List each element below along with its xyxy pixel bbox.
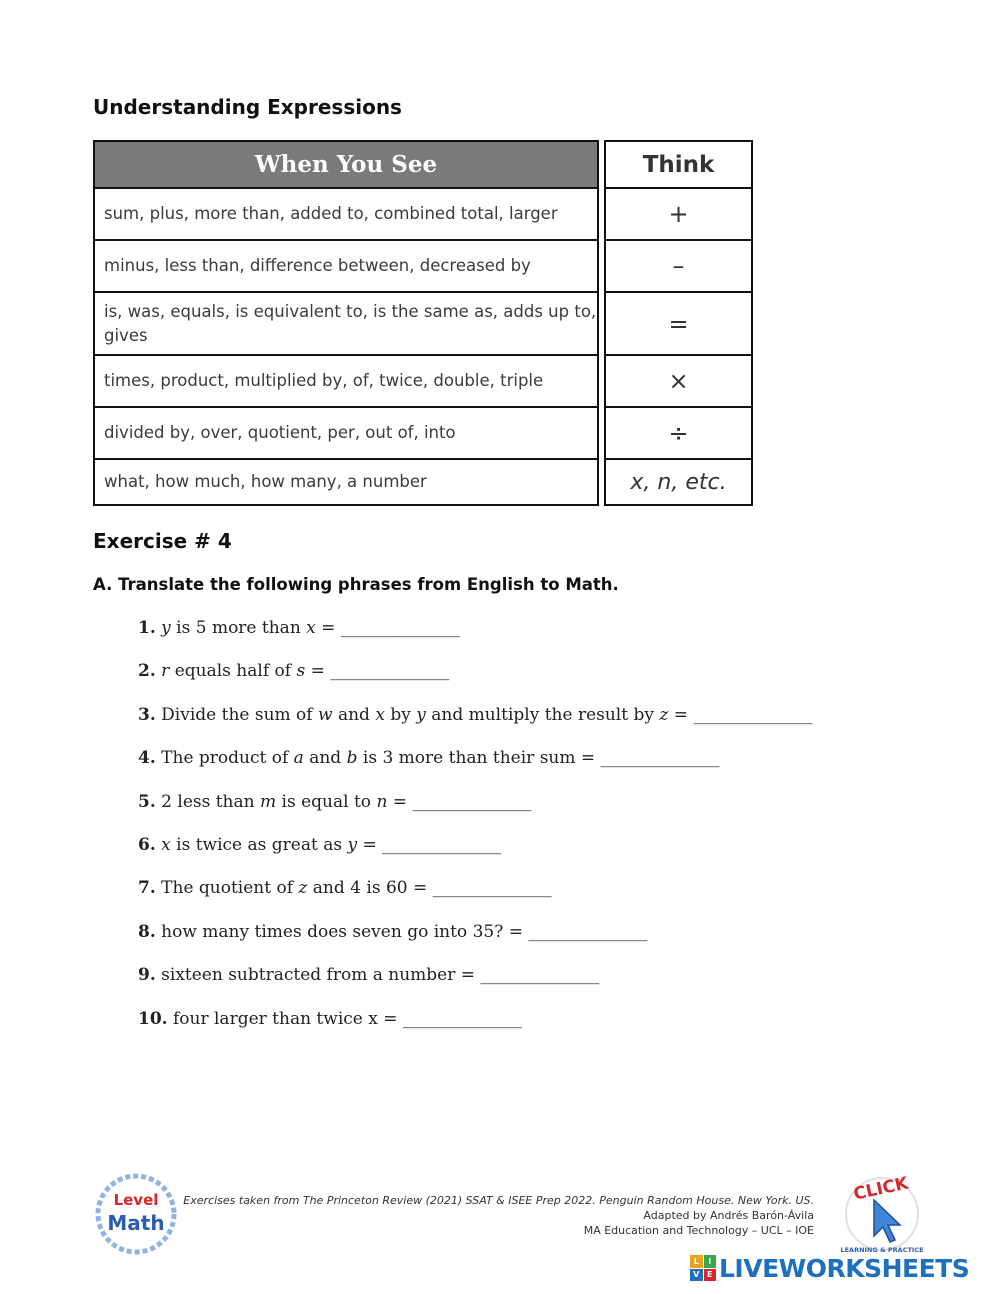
table-row-phrase: minus, less than, difference between, decreased by — [93, 239, 599, 293]
item-text: 2 less than — [161, 792, 260, 812]
table-row-phrase: times, product, multiplied by, of, twice, double, triple — [93, 354, 599, 408]
exercise-item — [138, 748, 720, 768]
footer-credits — [180, 1193, 814, 1238]
item-number: 1. — [138, 618, 156, 638]
liveworksheets-text: LIVEWORKSHEETS — [719, 1253, 970, 1283]
item-text: = ______________ — [315, 618, 460, 638]
item-text: and — [332, 705, 376, 725]
item-number: 8. — [138, 922, 156, 942]
item-text: equals half of — [169, 661, 297, 681]
item-number: 2. — [138, 661, 156, 681]
math-variable: z — [659, 705, 669, 725]
item-text: sixteen subtracted from a number = ______________ — [161, 965, 600, 985]
logo-math-text: Math — [107, 1211, 165, 1235]
exercise-item — [138, 618, 460, 638]
item-text: and — [303, 748, 347, 768]
math-variable: m — [260, 792, 277, 812]
level-math-logo — [93, 1172, 179, 1256]
item-text: and multiply the result by — [425, 705, 660, 725]
cursor-icon — [874, 1200, 900, 1242]
expressions-table — [93, 140, 753, 506]
item-text: = ______________ — [357, 835, 502, 855]
divide-symbol: ÷ — [604, 406, 753, 460]
math-variable: y — [416, 705, 426, 725]
math-variable: a — [293, 748, 304, 768]
exercise-instruction: A. Translate the following phrases from English to Math. — [93, 575, 619, 594]
item-text: is 5 more than — [170, 618, 307, 638]
math-variable: z — [298, 878, 308, 898]
source-citation: Exercises taken from The Princeton Review (2021) SSAT & ISEE Prep 2022. Penguin Random House. New York. US. — [183, 1194, 814, 1207]
math-variable: y — [161, 618, 171, 638]
item-number: 10. — [138, 1009, 168, 1029]
click-logo — [836, 1170, 928, 1256]
math-variable: x — [161, 835, 171, 855]
exercise-item — [138, 705, 812, 725]
exercise-item — [138, 1009, 522, 1029]
item-number: 9. — [138, 965, 156, 985]
times-symbol: × — [604, 354, 753, 408]
math-variable: w — [317, 705, 333, 725]
item-text: is equal to — [276, 792, 377, 812]
item-text: is 3 more than their sum = ______________ — [357, 748, 720, 768]
liveworksheets-icon: L I V E — [690, 1255, 716, 1281]
exercise-title: Exercise # 4 — [93, 529, 232, 553]
exercise-item — [138, 922, 647, 942]
item-text: Divide the sum of — [161, 705, 318, 725]
item-number: 5. — [138, 792, 156, 812]
table-row-phrase: what, how much, how many, a number — [93, 458, 599, 506]
item-text: four larger than twice x = ______________ — [172, 1009, 522, 1029]
item-number: 3. — [138, 705, 156, 725]
item-number: 4. — [138, 748, 156, 768]
exercise-item — [138, 835, 501, 855]
math-variable: s — [296, 661, 306, 681]
math-variable: x — [375, 705, 385, 725]
math-variable: n — [376, 792, 388, 812]
math-variable: b — [346, 748, 358, 768]
item-number: 7. — [138, 878, 156, 898]
item-text: by — [384, 705, 417, 725]
item-text: = ______________ — [387, 792, 532, 812]
exercise-item — [138, 792, 531, 812]
exercise-item — [138, 878, 552, 898]
table-row-phrase: divided by, over, quotient, per, out of, into — [93, 406, 599, 460]
item-text: = ______________ — [305, 661, 450, 681]
plus-symbol: + — [604, 187, 753, 241]
item-text: The quotient of — [161, 878, 299, 898]
adapted-by: Adapted by Andrés Barón-Ávila — [643, 1209, 814, 1222]
math-variable: r — [161, 661, 170, 681]
logo-learning-text: LEARNING & PRACTICE — [840, 1246, 924, 1254]
affiliation: MA Education and Technology – UCL – IOE — [583, 1224, 814, 1237]
math-variable: x — [306, 618, 316, 638]
table-header-when-you-see: When You See — [93, 140, 599, 189]
item-text: and 4 is 60 = ______________ — [307, 878, 552, 898]
item-number: 6. — [138, 835, 156, 855]
liveworksheets-watermark — [690, 1253, 969, 1283]
minus-symbol: – — [604, 239, 753, 293]
item-text: = ______________ — [668, 705, 813, 725]
variable-symbol: x, n, etc. — [604, 458, 753, 506]
item-text: The product of — [161, 748, 294, 768]
math-variable: y — [347, 835, 358, 855]
logo-click-text: CLICK — [851, 1173, 911, 1205]
logo-level-text: Level — [113, 1191, 159, 1209]
exercise-item — [138, 661, 449, 681]
table-header-think: Think — [604, 140, 753, 189]
equals-symbol: = — [604, 291, 753, 356]
item-text: is twice as great as — [170, 835, 348, 855]
table-row-phrase: sum, plus, more than, added to, combined total, larger — [93, 187, 599, 241]
table-row-phrase: is, was, equals, is equivalent to, is the same as, adds up to, gives — [93, 291, 599, 356]
exercise-item — [138, 965, 599, 985]
page-title: Understanding Expressions — [93, 95, 402, 119]
item-text: how many times does seven go into 35? = ______________ — [161, 922, 648, 942]
